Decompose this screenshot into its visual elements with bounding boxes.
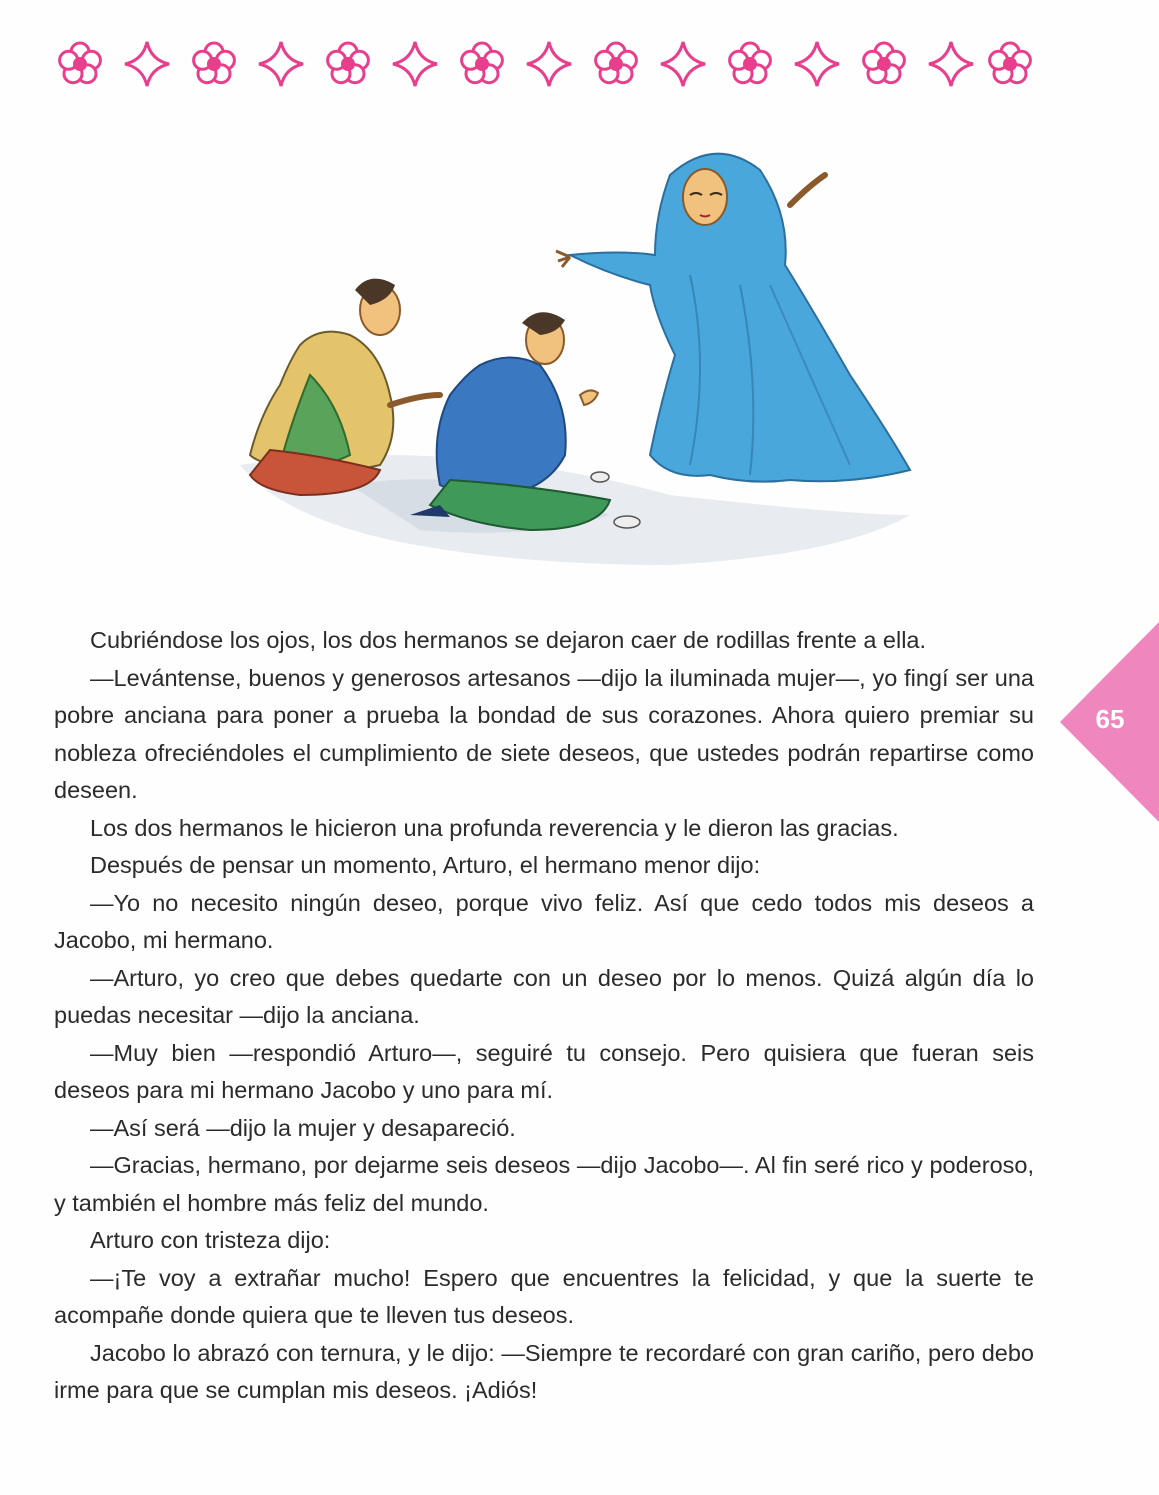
flower-icon bbox=[60, 43, 101, 83]
paragraph: Cubriéndose los ojos, los dos hermanos se dejaron caer de rodillas frente a ella. bbox=[90, 627, 927, 653]
paragraph: —Yo no necesito ningún deseo, porque vivo feliz. Así que cedo todos mis deseos a Jacobo, mi hermano. bbox=[54, 889, 1034, 953]
sparkle-icon bbox=[527, 42, 571, 86]
sparkle-icon bbox=[929, 42, 973, 86]
paragraph: —Así será —dijo la mujer y desapareció. bbox=[90, 1114, 516, 1141]
page-number: 65 bbox=[1095, 704, 1125, 734]
decorative-border bbox=[50, 38, 1040, 90]
flower-icon bbox=[864, 43, 905, 83]
paragraph: Jacobo lo abrazó con ternura, y le dijo: —Siempre te recordaré con gran cariño, pero debo irme para que se cumplan mis deseos. ¡Adiós! bbox=[54, 1339, 1034, 1403]
paragraph: —¡Te voy a extrañar mucho! Espero que encuentres la felicidad, y que la suerte te acompañe donde quiera que te lleven tus deseos. bbox=[54, 1264, 1034, 1328]
flower-icon bbox=[328, 43, 369, 83]
sparkle-icon bbox=[795, 42, 839, 86]
flower-icon bbox=[596, 43, 637, 83]
paragraph: Los dos hermanos le hicieron una profunda reverencia y le dieron las gracias. bbox=[90, 814, 899, 841]
paragraph: Arturo con tristeza dijo: bbox=[90, 1227, 331, 1253]
story-text bbox=[54, 622, 1034, 1410]
paragraph: —Arturo, yo creo que debes quedarte con un deseo por lo menos. Quizá algún día lo puedas necesitar —dijo la anciana. bbox=[54, 964, 1034, 1028]
sparkle-icon bbox=[393, 42, 437, 86]
woman-figure bbox=[556, 154, 910, 482]
brother-jacobo-figure bbox=[410, 312, 610, 530]
flower-icon bbox=[990, 43, 1031, 83]
sparkle-icon bbox=[259, 42, 303, 86]
flower-icon bbox=[194, 43, 235, 83]
sparkle-icon bbox=[125, 42, 169, 86]
flower-icon bbox=[462, 43, 503, 83]
flower-icon bbox=[730, 43, 771, 83]
paragraph: —Levántense, buenos y generosos artesanos —dijo la iluminada mujer—, yo fingí ser una pobre anciana para poner a prueba la bondad de sus corazones. Ahora quiero premiar su nobleza ofreciéndoles el cumplimiento de siete deseos, que ustedes podrán repartirse como deseen. bbox=[54, 664, 1034, 803]
paragraph: Después de pensar un momento, Arturo, el hermano menor dijo: bbox=[90, 852, 761, 878]
sparkle-icon bbox=[661, 42, 705, 86]
story-illustration bbox=[150, 135, 1050, 605]
paragraph: —Gracias, hermano, por dejarme seis deseos —dijo Jacobo—. Al fin seré rico y poderoso, y también el hombre más feliz del mundo. bbox=[54, 1152, 1034, 1216]
paragraph: —Muy bien —respondió Arturo—, seguiré tu consejo. Pero quisiera que fueran seis deseos para mi hermano Jacobo y uno para mí. bbox=[54, 1039, 1034, 1103]
